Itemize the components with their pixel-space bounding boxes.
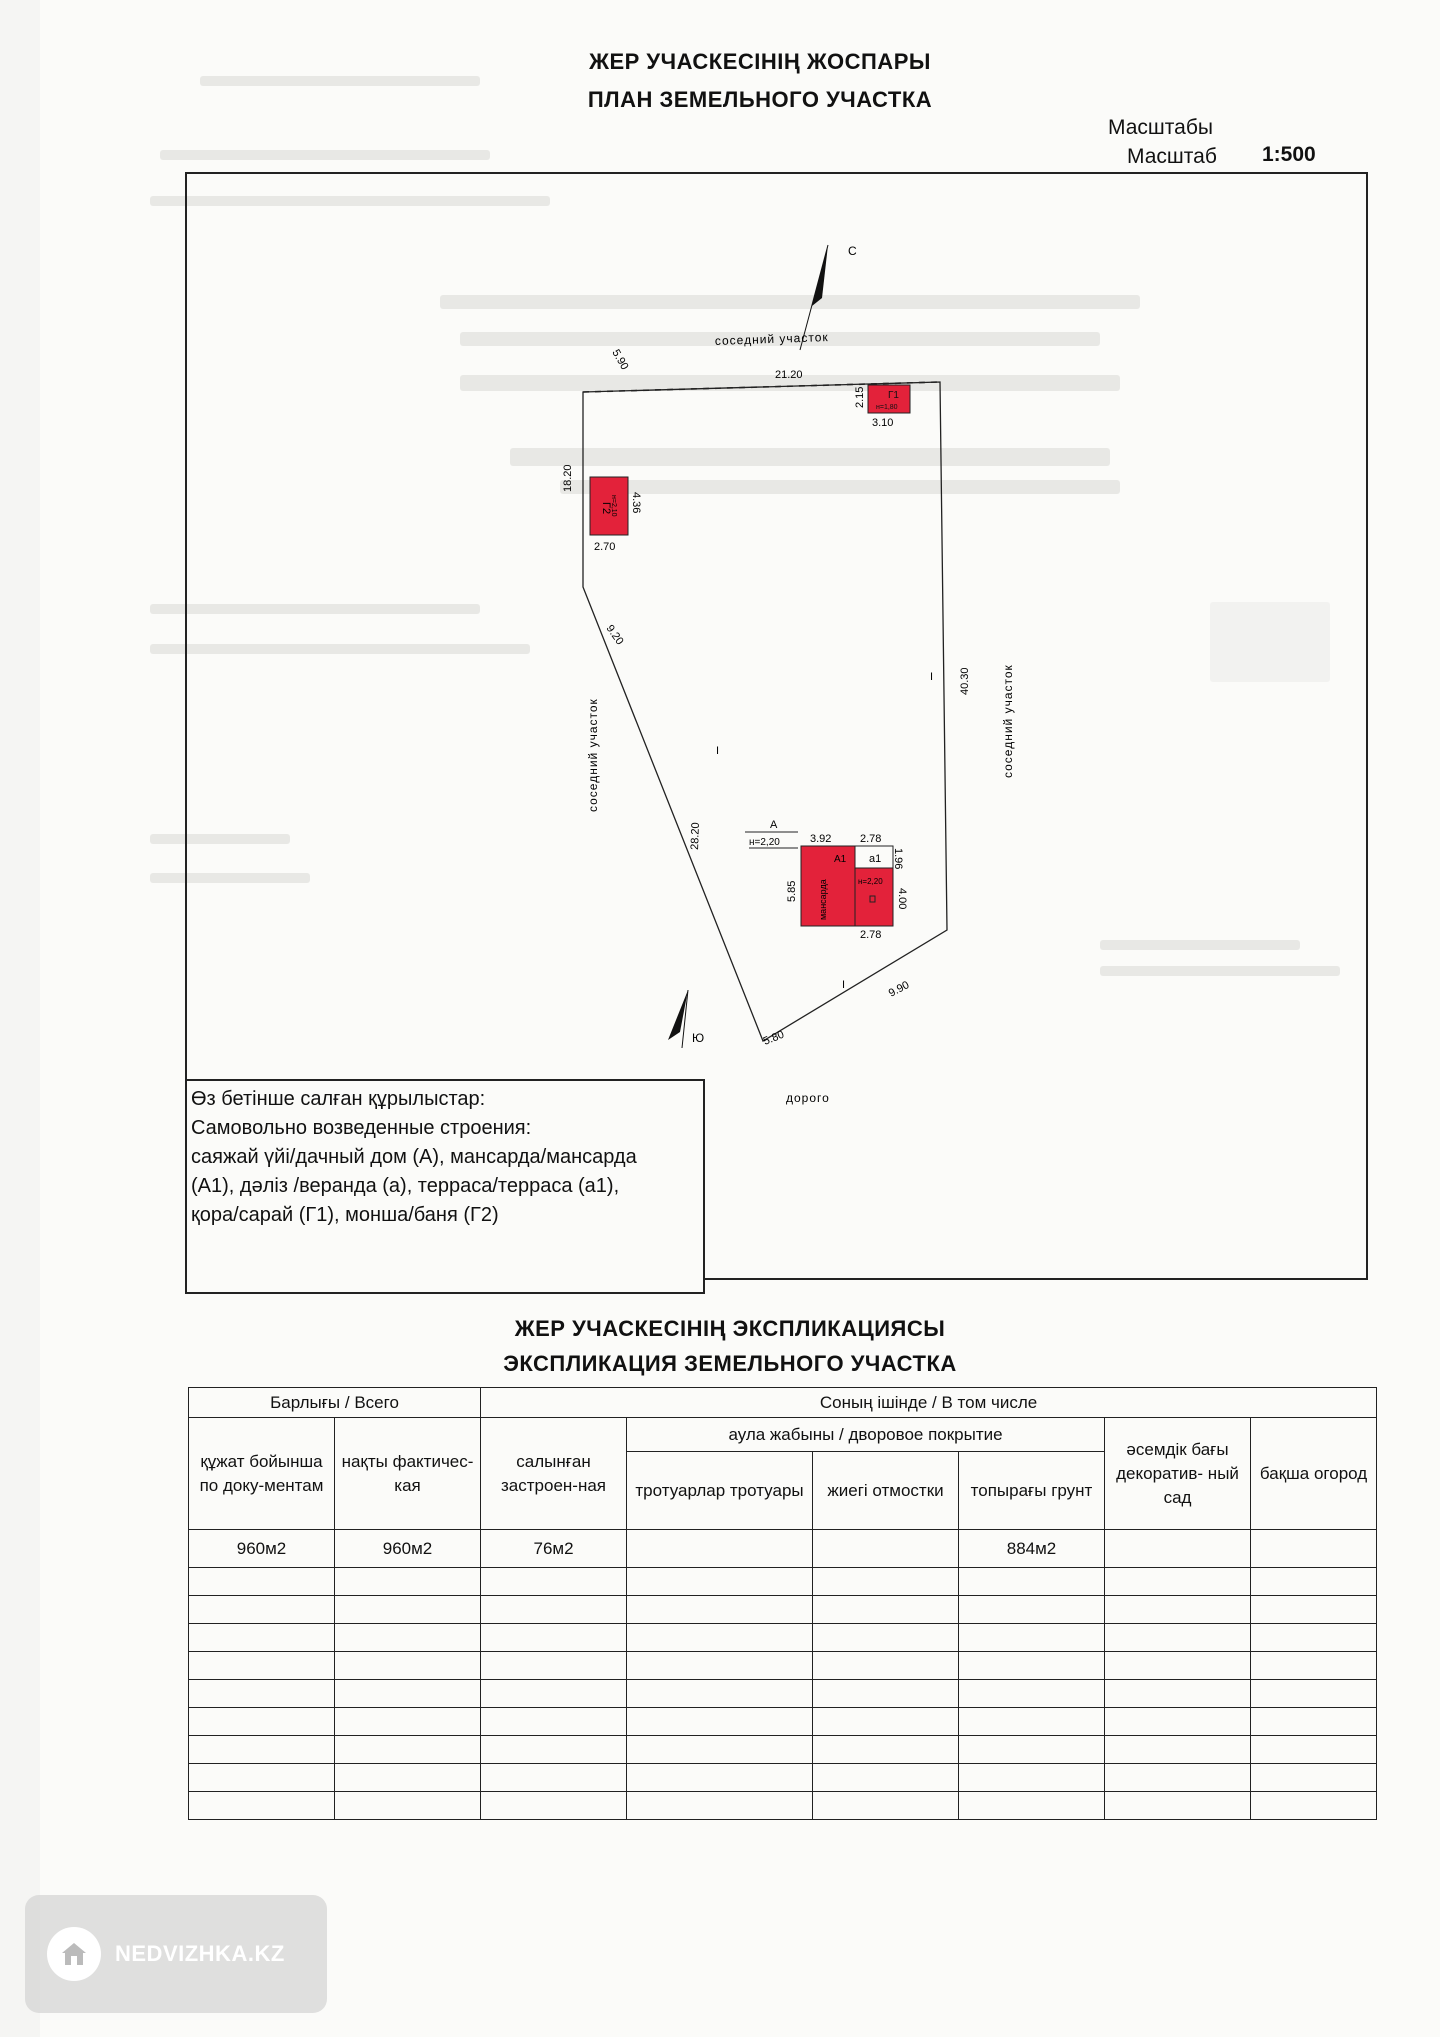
dim-terrace-lower-h: 4.00: [896, 888, 908, 910]
neighbor-right-label: соседний участок: [1001, 664, 1015, 778]
dim-top-diag: 5.90: [609, 347, 631, 373]
dim-bottom-left: 5.80: [761, 1028, 786, 1048]
dim-bottom-w: 2.78: [860, 929, 882, 941]
header-all: Барлығы / Всего: [189, 1388, 481, 1418]
north-label: С: [848, 244, 857, 258]
watermark[interactable]: [25, 1895, 327, 2013]
notes-line-4: (А1), дәліз /веранда (а), терраса/терраса (а1),: [191, 1175, 620, 1197]
cell-built: 76м2: [481, 1530, 627, 1568]
terrace-height: н=2,20: [858, 877, 883, 886]
house-label: А: [770, 819, 778, 831]
empty-row: [189, 1708, 1377, 1736]
dim-bottom-right: 9.90: [886, 978, 912, 1000]
header-yard: аула жабыны / дворовое покрытие: [627, 1418, 1105, 1452]
explication-title-ru: ЭКСПЛИКАЦИЯ ЗЕМЕЛЬНОГО УЧАСТКА: [503, 1351, 957, 1376]
scale-label-ru: Масштаб: [1127, 145, 1217, 168]
dim-left-diag: 9.20: [603, 622, 626, 648]
plan-title-ru: ПЛАН ЗЕМЕЛЬНОГО УЧАСТКА: [587, 87, 933, 112]
cell-ground: 884м2: [959, 1530, 1105, 1568]
notes-line-2: Самовольно возведенные строения:: [191, 1117, 532, 1139]
empty-row: [189, 1652, 1377, 1680]
empty-row: [189, 1568, 1377, 1596]
scale-label-kz: Масштабы: [1108, 116, 1213, 139]
dim-right: 40.30: [959, 667, 971, 695]
col-doc: құжат бойынша по доку-ментам: [189, 1418, 335, 1530]
house-height: н=2,20: [749, 837, 780, 848]
col-veg: бақша огород: [1251, 1418, 1377, 1530]
dim-left: 18.20: [562, 464, 574, 492]
mark-2: I: [930, 671, 934, 683]
empty-row: [189, 1680, 1377, 1708]
notes-line-5: қора/сарай (Г1), монша/баня (Г2): [191, 1204, 499, 1226]
shed-label: Г1: [888, 390, 899, 401]
dim-house-h: 5.85: [786, 880, 798, 902]
scale-value: 1:500: [1262, 143, 1316, 166]
cell-blind: [813, 1530, 959, 1568]
table-row: [189, 1530, 1377, 1568]
explication-table: [188, 1387, 1377, 1820]
home-icon: [47, 1927, 101, 1981]
col-ground: топырағы грунт: [959, 1452, 1105, 1530]
dim-sauna-w: 2.70: [594, 541, 616, 553]
empty-row: [189, 1596, 1377, 1624]
mansard-text: мансарда: [818, 879, 828, 920]
dim-shed-h: 2.15: [854, 386, 866, 408]
notes-line-3: саяжай үйі/дачный дом (А), мансарда/мансарда: [191, 1146, 637, 1168]
south-arrow: [668, 990, 704, 1048]
house-a1: [801, 846, 855, 926]
mansard-label: А1: [834, 854, 847, 865]
col-blind: жиегі отмостки: [813, 1452, 959, 1530]
sauna-label: Г2: [600, 502, 612, 515]
dim-terrace-h: 1.96: [892, 848, 904, 870]
cell-sidewalk: [627, 1530, 813, 1568]
mark-3: I: [842, 979, 846, 991]
terrace-label: а1: [869, 853, 882, 865]
plot-boundary: [583, 382, 947, 1041]
dim-shed-w: 3.10: [872, 417, 894, 429]
dim-terrace-w: 2.78: [860, 833, 882, 845]
col-built: салынған застроен-ная: [481, 1418, 627, 1530]
neighbor-left-label: соседний участок: [586, 698, 600, 812]
col-sidewalk: тротуарлар тротуары: [627, 1452, 813, 1530]
watermark-text: NEDVIZHKA.KZ: [115, 1941, 285, 1966]
dim-sauna-h: 4.36: [630, 492, 642, 514]
empty-row: [189, 1764, 1377, 1792]
notes-line-1: Өз бетінше салған құрылыстар:: [191, 1088, 486, 1110]
south-label: Ю: [692, 1031, 705, 1045]
sauna-height: н=2,10: [610, 495, 617, 517]
dim-top: 21.20: [775, 369, 803, 381]
explication-title-kz: ЖЕР УЧАСКЕСІНІҢ ЭКСПЛИКАЦИЯСЫ: [514, 1316, 946, 1341]
empty-row: [189, 1736, 1377, 1764]
notes-box: [185, 1079, 705, 1294]
dim-house-w: 3.92: [810, 833, 832, 845]
cell-actual: 960м2: [335, 1530, 481, 1568]
cell-doc: 960м2: [189, 1530, 335, 1568]
plan-title-kz: ЖЕР УЧАСКЕСІНІҢ ЖОСПАРЫ: [589, 49, 931, 74]
neighbor-top-label: соседний участок: [714, 330, 829, 348]
header-including: Соның ішінде / В том числе: [481, 1388, 1377, 1418]
col-garden: әсемдік бағы декоратив- ный сад: [1105, 1418, 1251, 1530]
shed-height: н=1,80: [876, 404, 898, 411]
col-actual: нақты фактичес-кая: [335, 1418, 481, 1530]
cell-garden: [1105, 1530, 1251, 1568]
mark-1: I: [716, 745, 720, 757]
road-label: дорого: [786, 1091, 830, 1105]
empty-row: [189, 1624, 1377, 1652]
empty-row: [189, 1792, 1377, 1820]
cell-veg: [1251, 1530, 1377, 1568]
dim-left-long: 28.20: [689, 822, 702, 851]
